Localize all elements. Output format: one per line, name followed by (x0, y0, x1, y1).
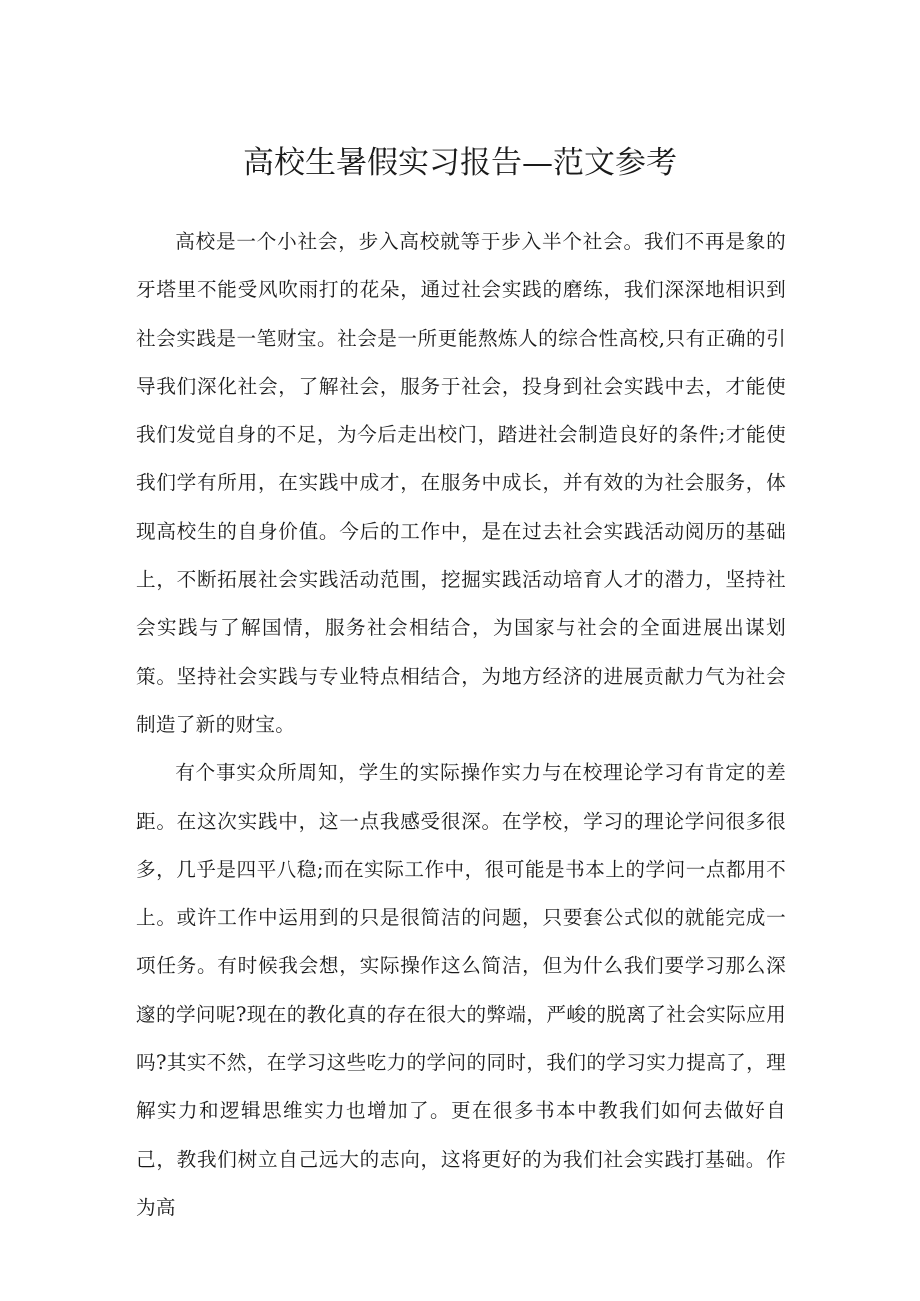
paragraph-2: 有个事实众所周知，学生的实际操作实力与在校理论学习有肯定的差距。在这次实践中，这一点我感受很深。在学校，学习的理论学问很多很多，几乎是四平八稳;而在实际工作中，很可能是书本上的学问一点都用不上。或许工作中运用到的只是很简洁的问题，只要套公式似的就能完成一项任务。有时候我会想，实际操作这么简洁，但为什么我们要学习那么深邃的学问呢?现在的教化真的存在很大的弊端，严峻的脱离了社会实际应用吗?其实不然，在学习这些吃力的学问的同时，我们的学习实力提高了，理解实力和逻辑思维实力也增加了。更在很多书本中教我们如何去做好自己，教我们树立自己远大的志向，这将更好的为我们社会实践打基础。作为高 (136, 761, 786, 1219)
document-title: 高校生暑假实习报告—范文参考 (243, 145, 677, 181)
paragraph-1: 高校是一个小社会，步入高校就等于步入半个社会。我们不再是象的牙塔里不能受风吹雨打的花朵，通过社会实践的磨练，我们深深地相识到社会实践是一笔财宝。社会是一所更能熬炼人的综合性高校,只有正确的引导我们深化社会，了解社会，服务于社会，投身到社会实践中去，才能使我们发觉自身的不足，为今后走出校门，踏进社会制造良好的条件;才能使我们学有所用，在实践中成才，在服务中成长，并有效的为社会服务，体现高校生的自身价值。今后的工作中，是在过去社会实践活动阅历的基础上，不断拓展社会实践活动范围，挖掘实践活动培育人才的潜力，坚持社会实践与了解国情，服务社会相结合，为国家与社会的全面进展出谋划策。坚持社会实践与专业特点相结合，为地方经济的进展贡献力气为社会制造了新的财宝。 (136, 230, 786, 736)
document-body (136, 218, 786, 1232)
